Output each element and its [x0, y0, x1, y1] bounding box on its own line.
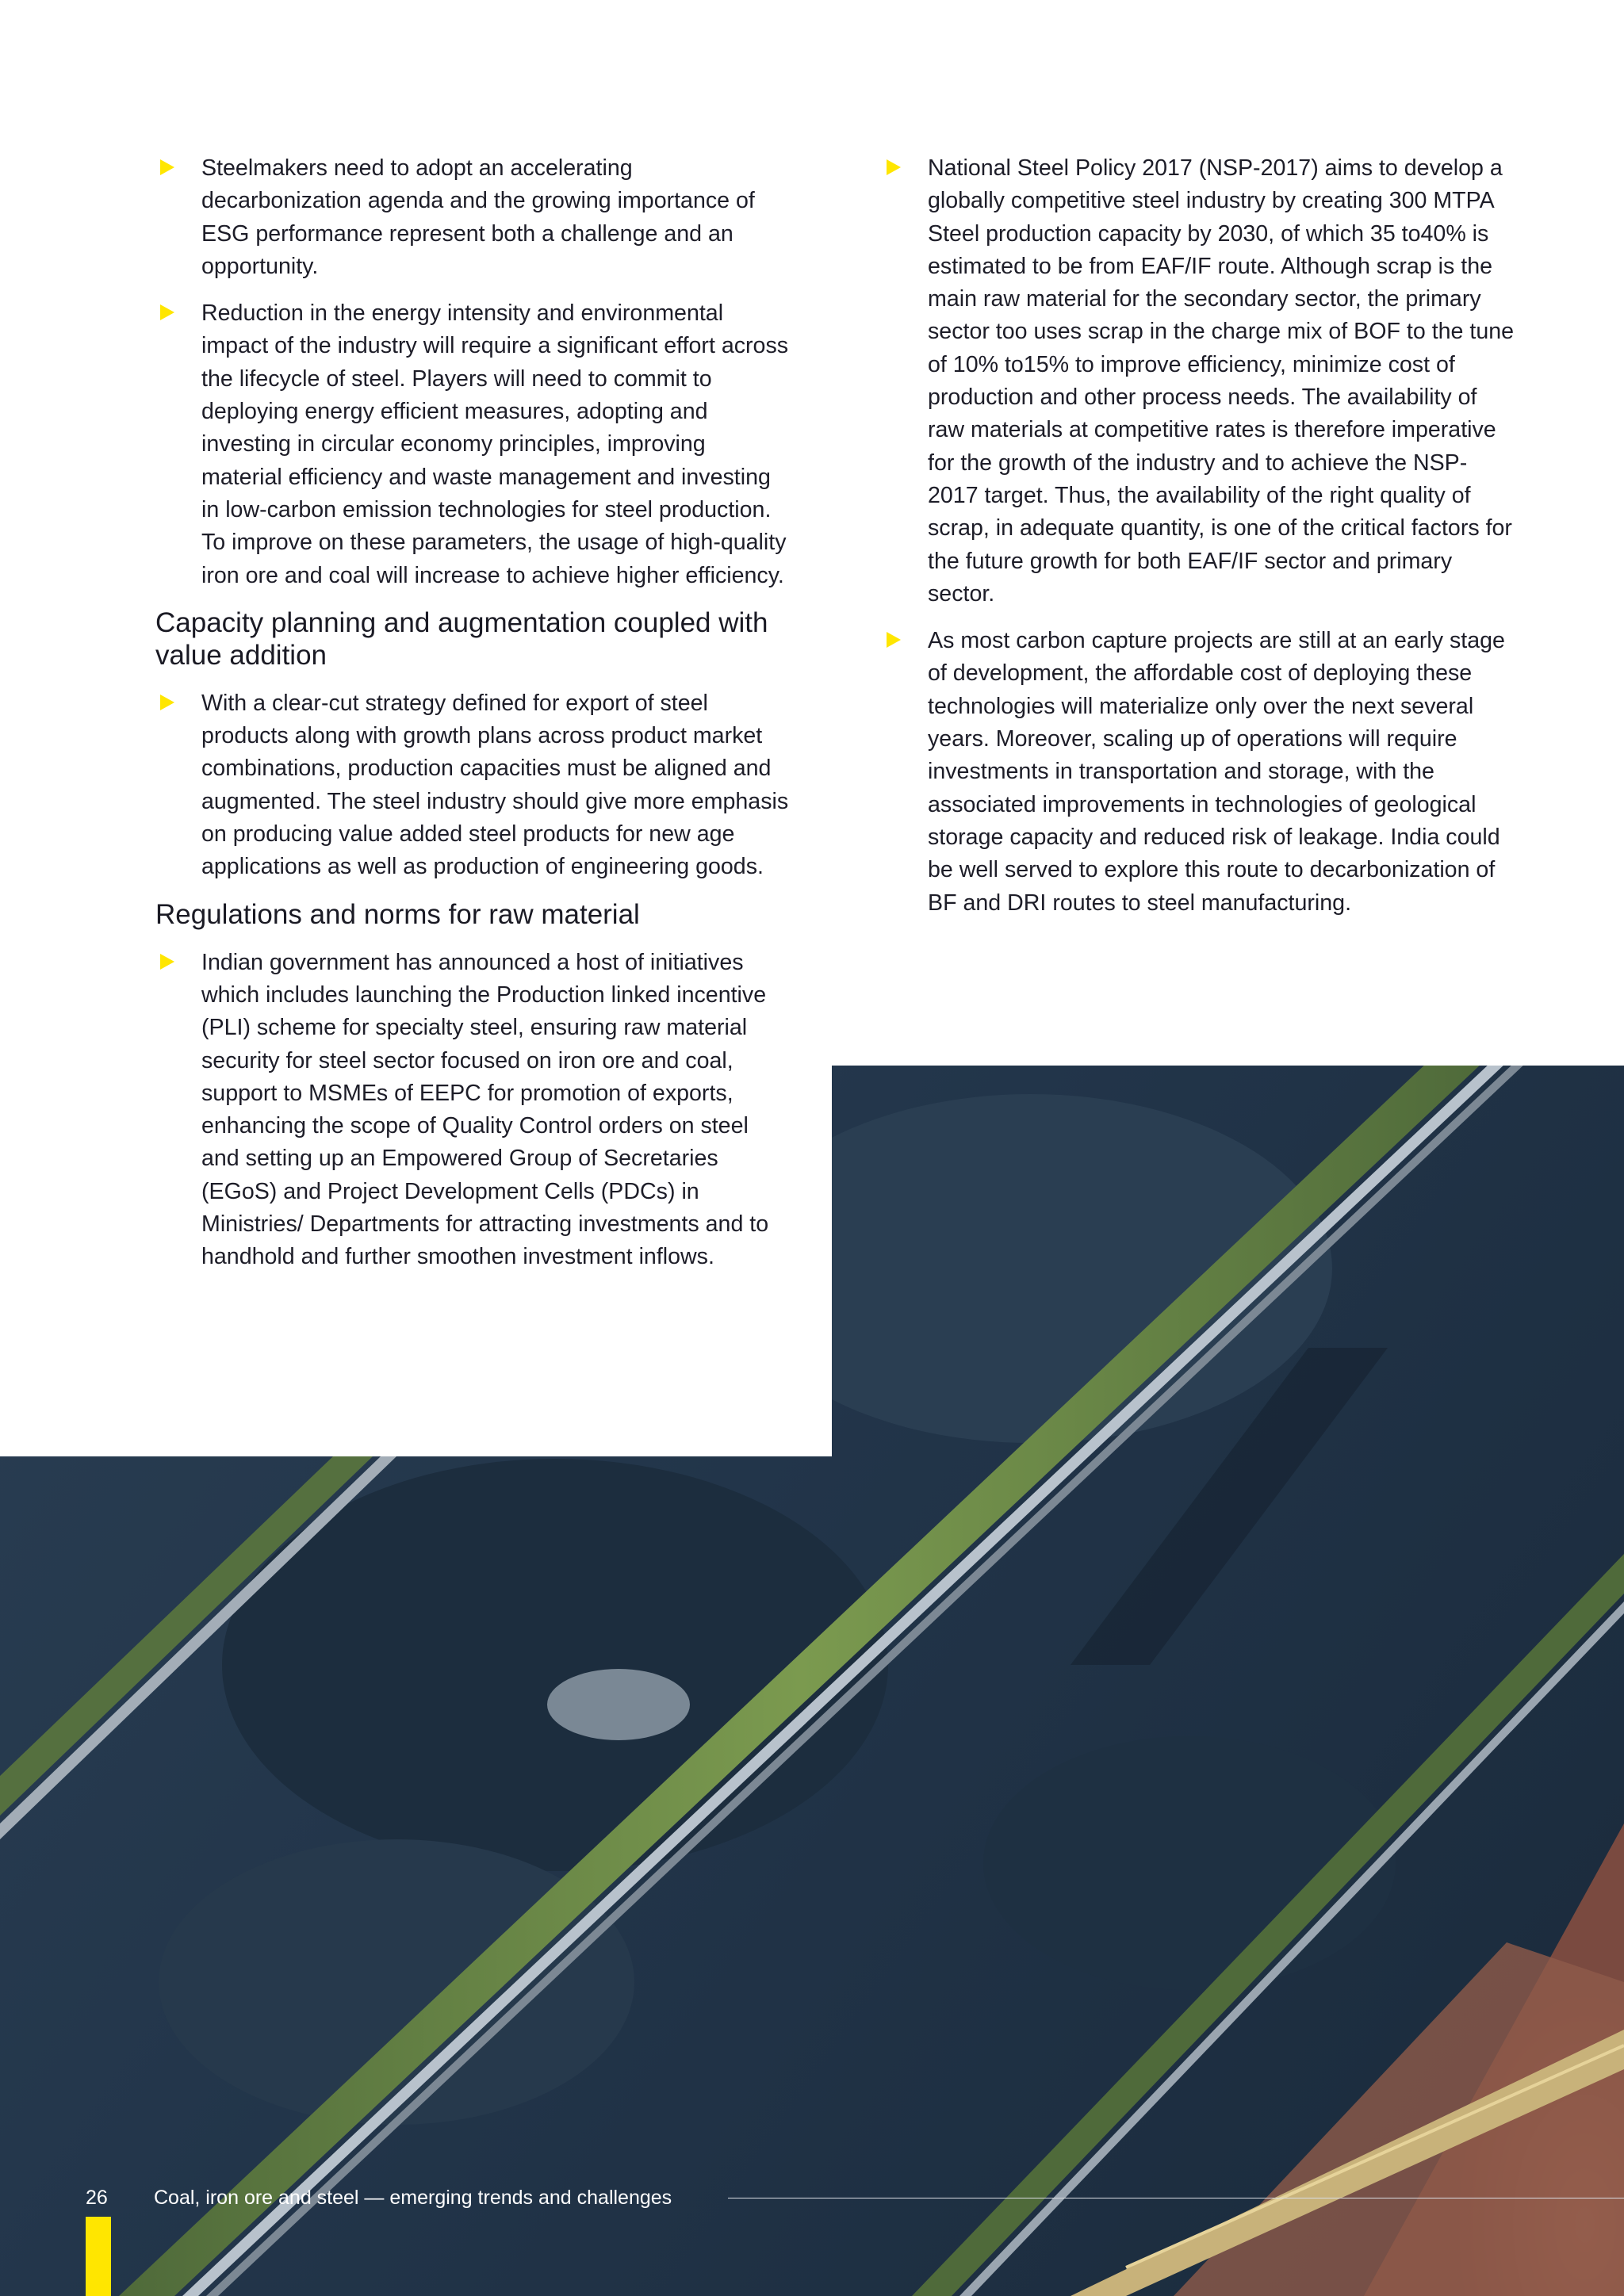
bullet-item [155, 297, 790, 592]
bullet-text: Reduction in the energy intensity and environmental impact of the industry will require a significant effort across the lifecycle of steel. Players will need to commit to deploying energy efficient measures, adopting and investing in circular economy principles, improving material efficiency and waste management and investing in low-carbon emission technologies for steel production. To improve on these parameters, the usage of high-quality iron ore and coal will increase to achieve higher efficiency. [201, 300, 789, 588]
bullet-arrow-icon [160, 159, 174, 175]
bullet-arrow-icon [887, 159, 901, 175]
bullet-text: Indian government has announced a host of initiatives which includes launching the Production linked incentive (PLI) scheme for specialty steel, ensuring raw material security for steel sector focused on iron ore and coal, support to MSMEs of EEPC for promotion of exports, enhancing the scope of Quality Control orders on steel and setting up an Empowered Group of Secretaries (EGoS) and Project Development Cells (PDCs) in Ministries/ Departments for attracting investments and to handhold and further smoothen investment inflows. [201, 949, 769, 1270]
footer-title: Coal, iron ore and steel — emerging trends and challenges [154, 2187, 672, 2209]
bullet-arrow-icon [160, 954, 174, 970]
bullet-text: Steelmakers need to adopt an accelerating decarbonization agenda and the growing importance of ESG performance represent both a challenge and an opportunity. [201, 155, 755, 279]
bullet-item [155, 687, 790, 884]
bullet-arrow-icon [887, 632, 901, 648]
bullet-arrow-icon [160, 304, 174, 320]
bullet-item [155, 152, 790, 283]
section-heading: Regulations and norms for raw material [155, 898, 640, 930]
bullet-item [882, 152, 1516, 610]
snow-patch [547, 1669, 690, 1740]
bullet-text: As most carbon capture projects are still at an early stage of development, the affordable cost of deploying these technologies will materialize only over the next several years. Moreover, scaling up of operations will require investments in transportation and storage, with the associated improvements in technologies of geological storage capacity and reduced risk of leakage. India could be well served to explore this route to decarbonization of BF and DRI routes to steel manufacturing. [928, 628, 1505, 916]
page-footer [0, 2182, 1624, 2296]
page-number: 26 [86, 2187, 108, 2209]
yellow-accent-bar [86, 2217, 111, 2296]
bullet-text: With a clear-cut strategy defined for export of steel products along with growth plans across product market combinations, production capacities must be aligned and augmented. The steel industry should give more emphasis on producing value added steel products for new age applications as well as production of engineering goods. [201, 690, 789, 880]
bullet-arrow-icon [160, 695, 174, 710]
section-heading: Capacity planning and augmentation coupled with value addition [155, 607, 768, 671]
bullet-item [882, 625, 1516, 920]
bullet-item [155, 947, 790, 1274]
right-column [882, 152, 1516, 934]
bullet-text: National Steel Policy 2017 (NSP-2017) aims to develop a globally competitive steel industry by creating 300 MTPA Steel production capacity by 2030, of which 35 to40% is estimated to be from EAF/IF route. Although scrap is the main raw material for the secondary sector, the primary sector too uses scrap in the charge mix of BOF to the tune of 10% to15% to improve efficiency, minimize cost of production and other process needs. The availability of raw materials at competitive rates is therefore imperative for the growth of the industry and to achieve the NSP-2017 target. Thus, the availability of the right quality of scrap, in adequate quantity, is one of the critical factors for the future growth for both EAF/IF sector and primary sector. [928, 155, 1515, 607]
left-column [155, 152, 790, 1288]
